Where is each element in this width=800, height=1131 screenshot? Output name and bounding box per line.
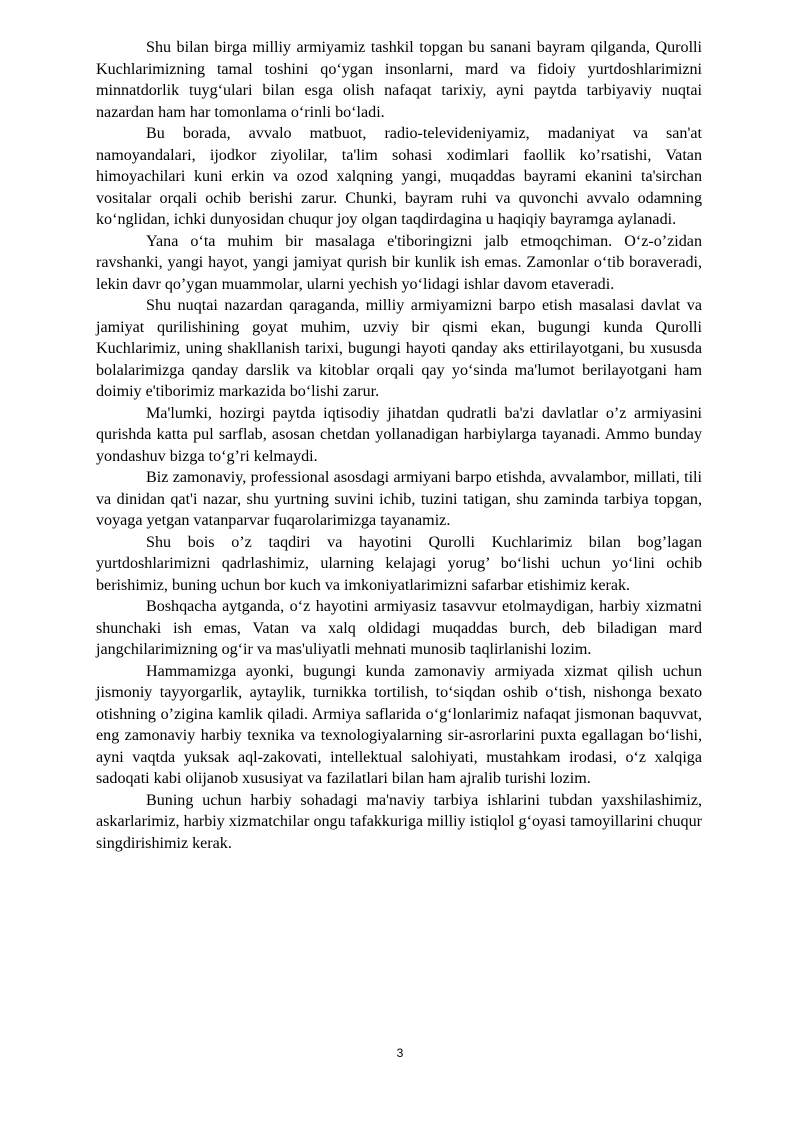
paragraph: Bu borada, avvalo matbuot, radio-televideniyamiz, madaniyat va san'at namoyandalari, ijodkor ziyolilar, ta'lim sohasi xodimlari faollik ko’rsatishi, Vatan himoyachilari kuni erkin va ozod xalqning yangi, muqaddas bayrami ekanini ta'sirchan vositalar orqali ochib berishi zarur. Chunki, bayram ruhi va quvonchi avvalo odamning ko‘nglidan, ichki dunyosidan chuqur joy olgan taqdirdagina u haqiqiy bayramga aylanadi. (96, 125, 702, 228)
paragraph: Biz zamonaviy, professional asosdagi armiyani barpo etishda, avvalambor, millati, tili va dinidan qat'i nazar, shu yurtning suvini ichib, tuzini tatigan, shu zaminda tarbiya topgan, voyaga yetgan vatanparvar fuqarolarimizga tayanamiz. (96, 469, 702, 529)
paragraph: Shu nuqtai nazardan qaraganda, milliy armiyamizni barpo etish masalasi davlat va jamiyat qurilishining goyat muhim, uzviy bir qismi ekan, bugungi kunda Qurolli Kuchlarimiz, uning shakllanish tarixi, bugungi hayoti qanday aks ettirilayotgani, bu xususda bolalarimizga qanday darslik va kitoblar orqali qay yo‘sinda ma'lumot berilayotgani ham doimiy e'tiborimiz markazida bo‘lishi zarur. (96, 297, 702, 400)
paragraph: Hammamizga ayonki, bugungi kunda zamonaviy armiyada xizmat qilish uchun jismoniy tayyorgarlik, aytaylik, turnikka tortilish, to‘siqdan oshib o‘tish, nishonga bexato otishning o’zigina kamlik qiladi. Armiya saflarida o‘g‘lonlarimiz nafaqat jismonan baquvvat, eng zamonaviy harbiy texnika va texnologiyalarning sir-asrorlarini puxta egallagan bo‘lishi, ayni vaqtda yuksak aql-zakovati, intellektual salohiyati, mustahkam irodasi, o‘z xalqiga sadoqati kabi olijanob xususiyat va fazilatlari bilan ham ajralib turishi lozim. (96, 662, 702, 787)
paragraph: Shu bilan birga milliy armiyamiz tashkil topgan bu sanani bayram qilganda, Qurolli Kuchlarimizning tamal toshini qo‘ygan insonlarni, mard va fidoiy yurtdoshlarimizni minnatdorlik tuyg‘ulari bilan esga olish nafaqat tarixiy, ayni paytda tarbiyaviy nuqtai nazardan ham har tomonlama o‘rinli bo‘ladi. (96, 39, 702, 121)
paragraph: Boshqacha aytganda, o‘z hayotini armiyasiz tasavvur etolmaydigan, harbiy xizmatni shunchaki ish emas, Vatan va xalq oldidagi muqaddas burch, deb biladigan mard jangchilarimizning og‘ir va mas'uliyatli mehnati munosib taqlirlanishi lozim. (96, 598, 702, 658)
paragraph: Shu bois o’z taqdiri va hayotini Qurolli Kuchlarimiz bilan bog’lagan yurtdoshlarimizni qadrlashimiz, ularning kelajagi yorug’ bo‘lishi uchun yo‘lini ochib berishimiz, buning uchun bor kuch va imkoniyatlarimizni safarbar etishimiz kerak. (96, 533, 702, 594)
paragraph: Ma'lumki, hozirgi paytda iqtisodiy jihatdan qudratli ba'zi davlatlar o’z armiyasini qurishda katta pul sarflab, asosan chetdan yollanadigan harbiylarga tayanadi. Ammo bunday yondashuv bizga to‘g’ri kelmaydi. (96, 404, 702, 465)
document-body (96, 37, 702, 854)
paragraph: Buning uchun harbiy sohadagi ma'naviy tarbiya ishlarini tubdan yaxshilashimiz, askarlarimiz, harbiy xizmatchilar ongu tafakkuriga milliy istiqlol g‘oyasi tamoyillarini chuqur singdirishimiz kerak. (96, 791, 702, 852)
page-number: 3 (396, 1046, 404, 1060)
paragraph: Yana o‘ta muhim bir masalaga e'tiboringizni jalb etmoqchiman. O‘z-o’zidan ravshanki, yangi hayot, yangi jamiyat qurish bir kunlik ish emas. Zamonlar o‘tib boraveradi, lekin davr qo’ygan muammolar, ularni yechish yo‘lidagi ishlar davom etaveradi. (96, 232, 702, 293)
